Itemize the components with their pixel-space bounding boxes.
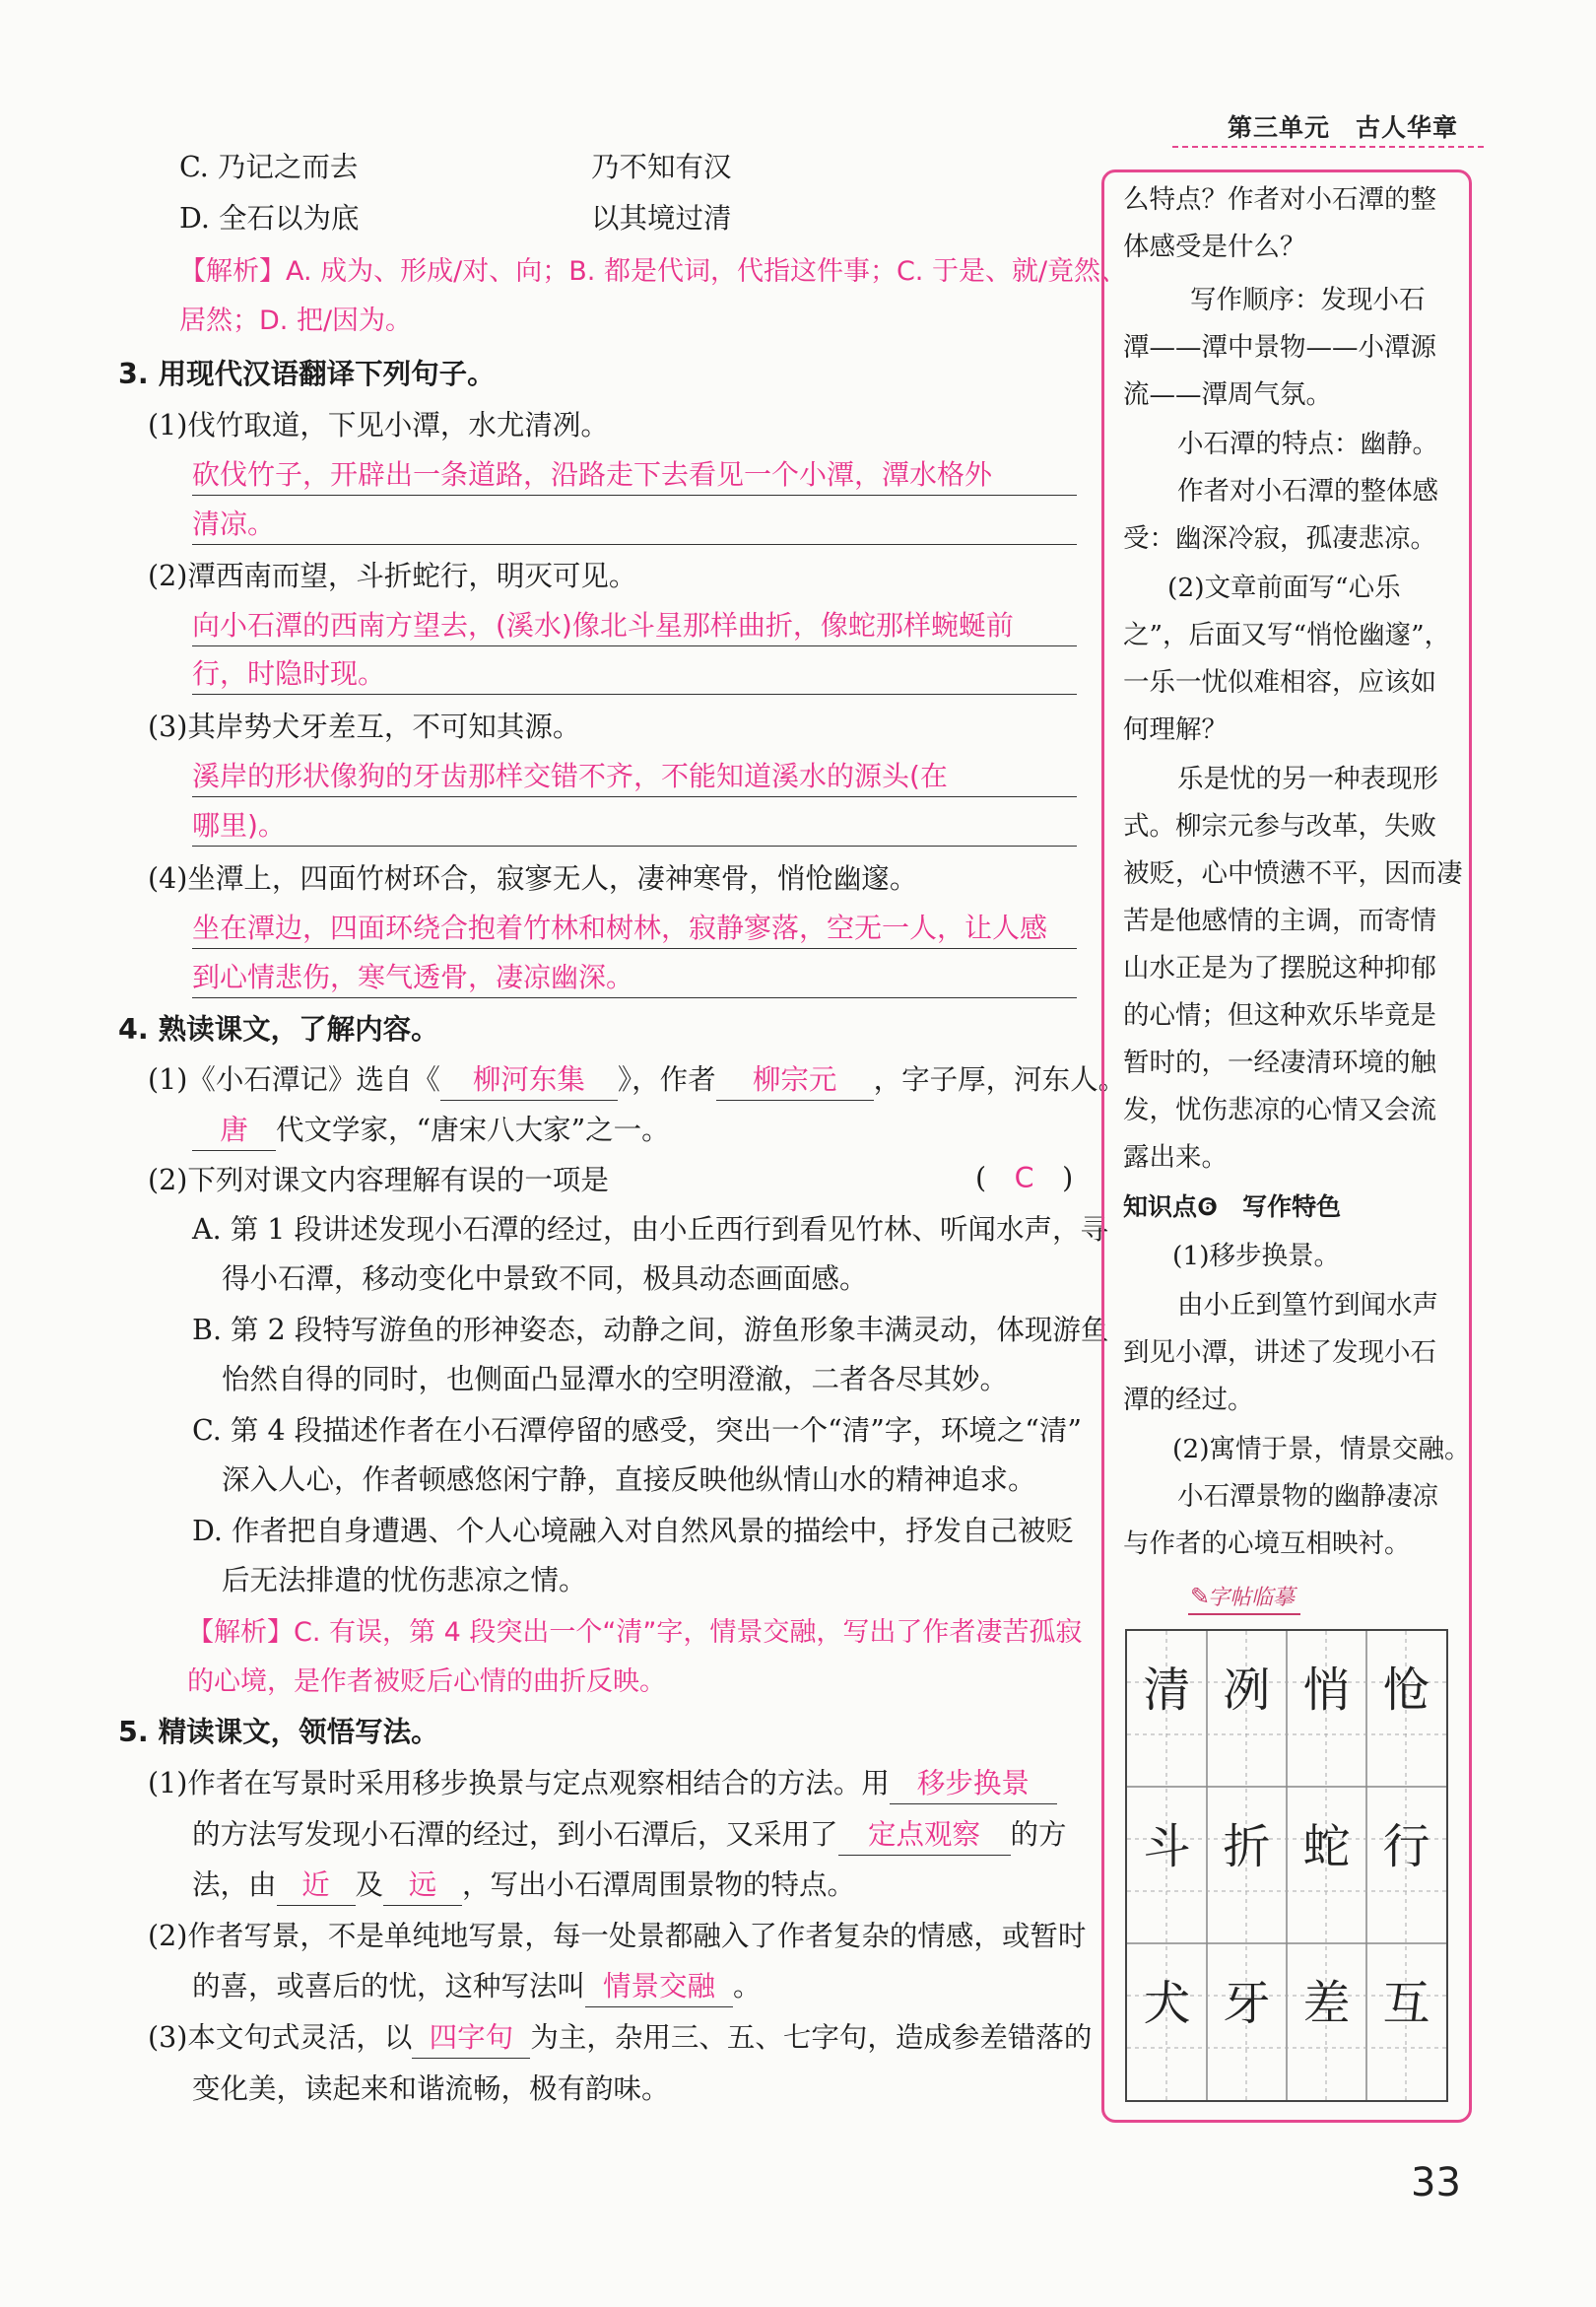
q4-part-1: (1)《小石潭记》选自《 柳河东集 》，作者 柳宗元 ，字子厚，河东人。	[148, 1060, 1126, 1101]
sidebar-line: 潭的经过。	[1123, 1385, 1254, 1415]
sidebar-line: 乐是忧的另一种表现形	[1177, 764, 1438, 794]
copy-char: 蛇	[1302, 1819, 1351, 1874]
explanation-q4-line1: 【解析】C. 有误，第 4 段突出一个“清”字，情景交融，写出了作者凄苦孤寂	[187, 1617, 1083, 1648]
blank-technique[interactable]: 情景交融	[585, 1967, 733, 2007]
q5-part-1-cont2: 法，由 近 及 远 ，写出小石潭周围景物的特点。	[192, 1866, 855, 1906]
sidebar-line: (2)文章前面写“心乐	[1167, 573, 1401, 603]
q3-answer-4-line2: 到心情悲伤，寒气透骨，凄凉幽深。	[192, 958, 1077, 998]
q3-sentence-4: (4)坐潭上，四面竹树环合，寂寥无人，凄神寒骨，悄怆幽邃。	[148, 862, 918, 895]
copy-char: 冽	[1223, 1662, 1271, 1718]
sidebar-line: 之”，后面又写“悄怆幽邃”，	[1123, 620, 1451, 650]
q3-answer-2-line2: 行，时隐时现。	[192, 654, 1077, 695]
explanation-q2-line1: 【解析】A. 成为、形成/对、向；B. 都是代词，代指这件事；C. 于是、就/竟然、	[179, 256, 1128, 287]
q4-choice-bracket: ( C )	[975, 1162, 1074, 1194]
sidebar-line: 的心情；但这种欢乐毕竟是	[1123, 1000, 1436, 1031]
blank-near[interactable]: 近	[277, 1866, 356, 1906]
q4-option-b-line1: B. 第 2 段特写游鱼的形神姿态，动静之间，游鱼形象丰满灵动，体现游鱼	[192, 1314, 1109, 1346]
sidebar-line: (2)寓情于景，情景交融。	[1172, 1434, 1471, 1464]
copy-char: 牙	[1223, 1976, 1271, 2031]
question-3-title: 3. 用现代汉语翻译下列句子。	[118, 358, 496, 390]
choice-answer[interactable]: C	[1014, 1162, 1034, 1194]
q4-option-a-line1: A. 第 1 段讲述发现小石潭的经过，由小丘西行到看见竹林、听闻水声，寻	[192, 1213, 1108, 1246]
q4-part-1-cont: 唐 代文学家，“唐宋八大家”之一。	[192, 1111, 670, 1151]
explanation-q4-line2: 的心境，是作者被贬后心情的曲折反映。	[187, 1666, 666, 1697]
sidebar-line: 由小丘到篁竹到闻水声	[1177, 1290, 1438, 1321]
q3-sentence-2: (2)潭西南而望，斗折蛇行，明灭可见。	[148, 560, 637, 592]
blank-source-book[interactable]: 柳河东集	[440, 1060, 618, 1101]
question-5-title: 5. 精读课文，领悟写法。	[118, 1716, 439, 1748]
q4-option-c-line1: C. 第 4 段描述作者在小石潭停留的感受，突出一个“清”字，环境之“清”	[192, 1414, 1082, 1447]
sidebar-line: 露出来。	[1123, 1142, 1228, 1173]
sidebar-line: 苦是他感情的主调，而寄情	[1123, 906, 1436, 936]
blank-author[interactable]: 柳宗元	[716, 1060, 874, 1101]
sidebar-line: 一乐一忧似难相容，应该如	[1123, 667, 1436, 698]
sidebar-line: 写作顺序：发现小石	[1190, 285, 1426, 315]
sidebar-line: 流——潭周气氛。	[1123, 379, 1332, 410]
sidebar-line: 山水正是为了摆脱这种抑郁	[1123, 953, 1436, 984]
option-d-right: 以其境过清	[591, 202, 732, 235]
copy-char: 犬	[1143, 1976, 1191, 2031]
sidebar-line: 么特点？作者对小石潭的整	[1123, 184, 1436, 215]
q3-sentence-3: (3)其岸势犬牙差互，不可知其源。	[148, 711, 581, 743]
q4-part-2: (2)下列对课文内容理解有误的一项是	[148, 1164, 609, 1196]
blank-method-2[interactable]: 定点观察	[838, 1815, 1011, 1856]
blank-far[interactable]: 远	[383, 1866, 462, 1906]
sidebar-line: 体感受是什么？	[1123, 232, 1306, 262]
pen-icon: ✎	[1190, 1583, 1211, 1610]
copybook-grid	[1125, 1629, 1448, 2102]
q4-option-d-line2: 后无法排遣的忧伤悲凉之情。	[222, 1564, 587, 1596]
q3-answer-3-line1: 溪岸的形状像狗的牙齿那样交错不齐，不能知道溪水的源头(在	[192, 757, 1077, 797]
q4-option-a-line2: 得小石潭，移动变化中景致不同，极具动态画面感。	[222, 1262, 868, 1295]
option-c-right: 乃不知有汉	[591, 151, 732, 183]
copy-char: 行	[1382, 1819, 1430, 1874]
page-header	[1172, 104, 1484, 148]
blank-method-1[interactable]: 移步换景	[890, 1764, 1057, 1804]
q3-sentence-1: (1)伐竹取道，下见小潭，水尤清冽。	[148, 409, 609, 441]
sidebar-line: 式。柳宗元参与改革，失败	[1123, 811, 1436, 842]
q5-part-1: (1)作者在写景时采用移步换景与定点观察相结合的方法。用 移步换景	[148, 1764, 1057, 1804]
copy-char: 清	[1143, 1662, 1191, 1718]
sidebar-line: 何理解？	[1123, 714, 1228, 745]
knowledge-point-title: 知识点❻ 写作特色	[1123, 1192, 1342, 1221]
sidebar-line: 与作者的心境互相映衬。	[1123, 1528, 1411, 1559]
copy-char: 斗	[1143, 1819, 1191, 1874]
sidebar-line: 暂时的，一经凄清环境的触	[1123, 1048, 1436, 1078]
sidebar-line: 小石潭景物的幽静凄凉	[1177, 1481, 1438, 1512]
q5-part-1-cont: 的方法写发现小石潭的经过，到小石潭后，又采用了 定点观察 的方	[192, 1815, 1067, 1856]
q5-part-2-line1: (2)作者写景，不是单纯地写景，每一处景都融入了作者复杂的情感，或暂时	[148, 1920, 1087, 1952]
copy-char: 互	[1382, 1976, 1430, 2031]
q4-option-b-line2: 怡然自得的同时，也侧面凸显潭水的空明澄澈，二者各尽其妙。	[222, 1363, 1009, 1395]
q4-option-c-line2: 深入人心，作者顿感悠闲宁静，直接反映他纵情山水的精神追求。	[222, 1463, 1036, 1496]
sidebar-line: 到见小潭，讲述了发现小石	[1123, 1337, 1436, 1368]
explanation-q2-line2: 居然；D. 把/因为。	[179, 305, 413, 336]
sidebar-line: 作者对小石潭的整体感	[1177, 476, 1438, 507]
copy-char: 怆	[1382, 1662, 1430, 1718]
page-number: 33	[1411, 2160, 1461, 2205]
question-4-title: 4. 熟读课文，了解内容。	[118, 1013, 439, 1046]
q3-answer-1-line1: 砍伐竹子，开辟出一条道路，沿路走下去看见一个小潭，潭水格外	[192, 455, 1077, 496]
q5-part-3-line1: (3)本文句式灵活，以 四字句 为主，杂用三、五、七字句，造成参差错落的	[148, 2018, 1092, 2059]
q3-answer-3-line2: 哪里)。	[192, 806, 1077, 847]
q5-part-2-line2: 的喜，或喜后的忧，这种写法叫 情景交融 。	[192, 1967, 762, 2007]
unit-title: 第三单元 古人华章	[1227, 113, 1458, 142]
option-d-left: D. 全石以为底	[179, 202, 360, 235]
q4-option-d-line1: D. 作者把自身遭遇、个人心境融入对自然风景的描绘中，抒发自己被贬	[192, 1515, 1074, 1547]
sidebar-line: 发，忧伤悲凉的心情又会流	[1123, 1095, 1436, 1125]
copy-char: 折	[1223, 1819, 1271, 1874]
sidebar-line: 小石潭的特点：幽静。	[1177, 429, 1438, 459]
sidebar-line: 被贬，心中愤懑不平，因而凄	[1123, 858, 1463, 889]
q5-part-3-line2: 变化美，读起来和谐流畅，极有韵味。	[192, 2072, 670, 2105]
blank-sentence-type[interactable]: 四字句	[412, 2018, 530, 2059]
copy-char: 差	[1302, 1976, 1351, 2031]
q3-answer-4-line1: 坐在潭边，四面环绕合抱着竹林和树林，寂静寥落，空无一人，让人感	[192, 909, 1077, 949]
copybook-title: 字帖临摹	[1188, 1581, 1300, 1615]
q3-answer-2-line1: 向小石潭的西南方望去，(溪水)像北斗星那样曲折，像蛇那样蜿蜒前	[192, 606, 1077, 646]
sidebar-line: 受：幽深冷寂，孤凄悲凉。	[1123, 523, 1436, 554]
sidebar-line: 潭——潭中景物——小潭源	[1123, 332, 1436, 363]
copy-char: 悄	[1302, 1662, 1351, 1718]
blank-dynasty[interactable]: 唐	[192, 1111, 276, 1151]
q3-answer-1-line2: 清凉。	[192, 505, 1077, 545]
option-c-left: C. 乃记之而去	[179, 151, 359, 183]
sidebar-line: (1)移步换景。	[1172, 1241, 1341, 1271]
